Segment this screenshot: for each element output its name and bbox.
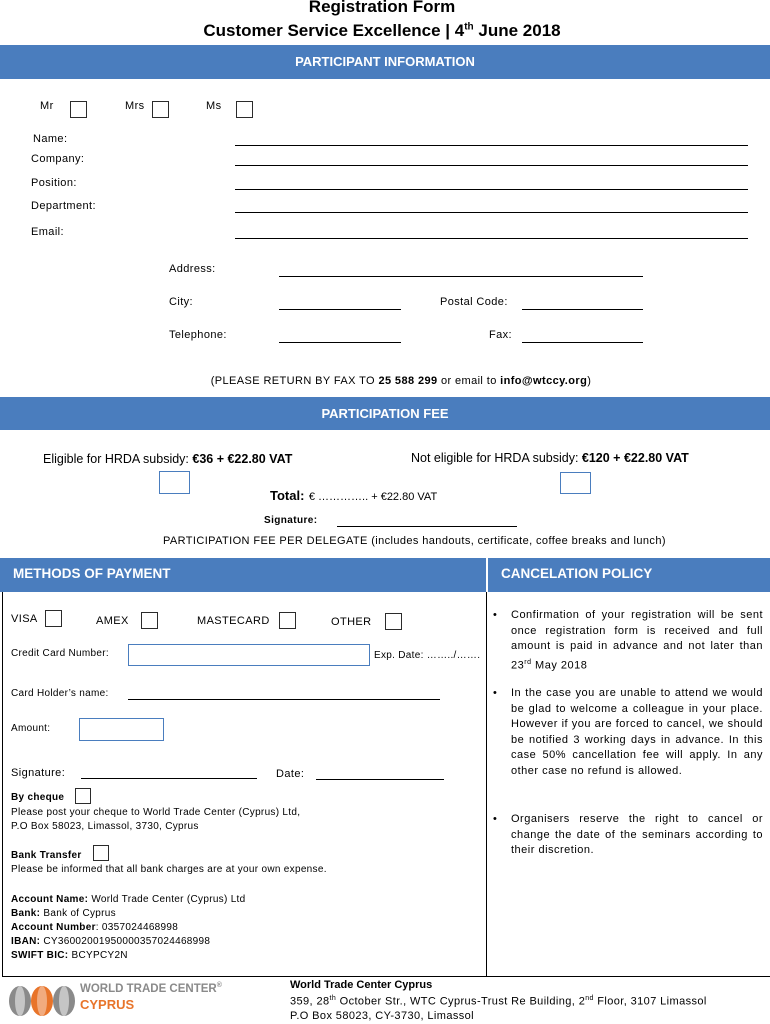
telephone-field[interactable] bbox=[279, 342, 401, 343]
iban-line bbox=[11, 936, 210, 947]
section-divider bbox=[486, 592, 487, 977]
city-label: City: bbox=[169, 296, 193, 308]
bank-name-value: Bank of Cyprus bbox=[40, 908, 116, 919]
bank-transfer-label: Bank Transfer bbox=[11, 850, 82, 861]
fee-signature-label: Signature: bbox=[264, 515, 318, 526]
exp-date-label[interactable]: Exp. Date: ……../……. bbox=[374, 650, 481, 661]
footer-org-name: World Trade Center Cyprus bbox=[290, 979, 433, 991]
account-name-label: Account Name: bbox=[11, 894, 89, 905]
mastercard-label: MASTECARD bbox=[197, 615, 270, 627]
visa-checkbox[interactable] bbox=[45, 610, 62, 627]
department-label: Department: bbox=[31, 200, 96, 212]
not-eligible-checkbox[interactable] bbox=[560, 472, 591, 494]
address-field[interactable] bbox=[279, 276, 643, 277]
form-subtitle bbox=[0, 21, 764, 41]
postal-code-field[interactable] bbox=[522, 309, 643, 310]
footer-address-city: Floor, 3107 Limassol bbox=[593, 995, 707, 1008]
account-name-value: World Trade Center (Cyprus) Ltd bbox=[88, 894, 246, 905]
credit-card-label: Credit Card Number: bbox=[11, 648, 109, 659]
return-fax-number: 25 588 299 bbox=[378, 375, 438, 387]
form-title: Registration Form bbox=[308, 0, 456, 16]
amex-label: AMEX bbox=[96, 615, 129, 627]
cancel-item-1-sup: rd bbox=[524, 658, 532, 666]
eligible-price: €36 + €22.80 VAT bbox=[192, 452, 293, 466]
wtc-logo bbox=[6, 978, 246, 1022]
not-eligible-text: Not eligible for HRDA subsidy: bbox=[411, 451, 582, 465]
footer-sup-2: nd bbox=[585, 995, 594, 1002]
cheque-text-1: Please post your cheque to World Trade Center (Cyprus) Ltd, bbox=[11, 807, 301, 818]
subtitle-sup: th bbox=[464, 21, 474, 33]
email-field[interactable] bbox=[235, 238, 748, 239]
cancel-item-1-text: Confirmation of your registration will be sent once registration form is received and full amount is paid in advance and not later than 23 bbox=[511, 609, 763, 672]
total-amount[interactable]: € ………….. + €22.80 VAT bbox=[308, 491, 438, 503]
payment-date-label: Date: bbox=[276, 768, 305, 780]
account-number-value: : 0357024468998 bbox=[95, 922, 179, 933]
other-checkbox[interactable] bbox=[385, 613, 402, 630]
footer-pobox: P.O Box 58023, CY-3730, Limassol bbox=[290, 1010, 475, 1022]
cheque-text-2: P.O Box 58023, Limassol, 3730, Cyprus bbox=[11, 821, 199, 832]
payment-date-field[interactable] bbox=[316, 779, 444, 780]
eligible-checkbox[interactable] bbox=[159, 471, 190, 494]
amount-label: Amount: bbox=[11, 723, 51, 734]
iban-value: CY36002001950000357024468998 bbox=[40, 936, 211, 947]
bank-name-line bbox=[11, 908, 116, 919]
account-number-line bbox=[11, 922, 178, 933]
postal-code-label: Postal Code: bbox=[440, 296, 508, 308]
subtitle-date: June 2018 bbox=[473, 21, 561, 40]
return-instructions bbox=[0, 375, 770, 387]
amount-input[interactable] bbox=[79, 718, 164, 741]
bullet-2: • bbox=[493, 687, 497, 699]
logo-line-2: CYPRUS bbox=[80, 997, 135, 1012]
footer-sup-1: th bbox=[329, 995, 337, 1002]
company-label: Company: bbox=[31, 153, 85, 165]
cheque-label: By cheque bbox=[11, 792, 65, 803]
title-mrs-label: Mrs bbox=[125, 100, 145, 112]
account-number-label: Account Number bbox=[11, 922, 96, 933]
name-label: Name: bbox=[33, 133, 68, 145]
bullet-3: • bbox=[493, 813, 497, 825]
email-label: Email: bbox=[31, 226, 64, 238]
name-field[interactable] bbox=[235, 145, 748, 146]
fax-field[interactable] bbox=[522, 342, 643, 343]
per-delegate-note: PARTICIPATION FEE PER DELEGATE (includes handouts, certificate, coffee breaks and lunch) bbox=[163, 535, 666, 547]
footer-address-building: October Str., WTC Cyprus-Trust Re Building, 2 bbox=[336, 995, 586, 1008]
mastercard-checkbox[interactable] bbox=[279, 612, 296, 629]
eligible-label bbox=[43, 452, 292, 466]
title-ms-label: Ms bbox=[206, 100, 222, 112]
cheque-checkbox[interactable] bbox=[75, 788, 91, 804]
cancel-item-1-date: May 2018 bbox=[531, 659, 588, 672]
fee-signature-field[interactable] bbox=[337, 526, 517, 527]
participation-fee-label: PARTICIPATION FEE bbox=[321, 406, 449, 421]
not-eligible-price: €120 + €22.80 VAT bbox=[581, 451, 689, 465]
iban-label: IBAN: bbox=[11, 936, 41, 947]
department-field[interactable] bbox=[235, 212, 748, 213]
cancel-item-organisers: Organisers reserve the right to cancel or change the date of the seminars according to their discretion. bbox=[511, 813, 763, 857]
payment-left-border bbox=[2, 592, 3, 977]
cancelation-policy-label: CANCELATION POLICY bbox=[501, 566, 653, 581]
return-mid: or email to bbox=[437, 375, 501, 387]
bullet-1: • bbox=[493, 609, 497, 621]
total-label: Total: bbox=[270, 488, 305, 503]
return-email[interactable]: info@wtccy.org bbox=[500, 375, 588, 387]
swift-label: SWIFT BIC: bbox=[11, 950, 69, 961]
title-mr-checkbox[interactable] bbox=[70, 101, 87, 118]
payment-signature-label: Signature: bbox=[11, 767, 66, 779]
logo-registered: ® bbox=[216, 982, 222, 989]
return-text: (PLEASE RETURN BY FAX TO bbox=[210, 375, 379, 387]
fax-label: Fax: bbox=[489, 329, 512, 341]
credit-card-input[interactable] bbox=[128, 644, 370, 666]
other-label: OTHER bbox=[331, 616, 372, 628]
section-bottom-border bbox=[2, 976, 770, 977]
visa-label: VISA bbox=[11, 613, 38, 625]
title-ms-checkbox[interactable] bbox=[236, 101, 253, 118]
swift-value: BCYPCY2N bbox=[68, 950, 128, 961]
telephone-label: Telephone: bbox=[169, 329, 227, 341]
footer-address bbox=[290, 995, 707, 1008]
footer-address-street: 359, 28 bbox=[290, 995, 330, 1008]
payment-methods-label: METHODS OF PAYMENT bbox=[13, 566, 171, 581]
position-label: Position: bbox=[31, 177, 77, 189]
account-name-line bbox=[11, 894, 246, 905]
position-field[interactable] bbox=[235, 189, 748, 190]
logo-name: WORLD TRADE CENTER bbox=[80, 982, 217, 995]
total-line bbox=[270, 487, 437, 505]
company-field[interactable] bbox=[235, 165, 748, 166]
card-holder-field[interactable] bbox=[128, 699, 440, 700]
cancel-item-confirmation bbox=[511, 608, 763, 674]
payment-signature-field[interactable] bbox=[81, 778, 257, 779]
card-holder-label: Card Holder’s name: bbox=[11, 688, 109, 699]
globe-logo-icon bbox=[6, 979, 78, 1021]
swift-line bbox=[11, 950, 128, 961]
amex-checkbox[interactable] bbox=[141, 612, 158, 629]
title-mrs-checkbox[interactable] bbox=[152, 101, 169, 118]
eligible-text: Eligible for HRDA subsidy: bbox=[43, 452, 193, 466]
city-field[interactable] bbox=[279, 309, 401, 310]
bank-transfer-checkbox[interactable] bbox=[93, 845, 109, 861]
participant-info-label: PARTICIPANT INFORMATION bbox=[295, 54, 475, 69]
not-eligible-label bbox=[411, 451, 689, 465]
bank-charges-note: Please be informed that all bank charges are at your own expense. bbox=[11, 864, 327, 875]
return-end: ) bbox=[587, 375, 592, 387]
address-label: Address: bbox=[169, 263, 216, 275]
logo-line-1 bbox=[80, 982, 222, 995]
title-mr-label: Mr bbox=[40, 100, 54, 112]
bank-name-label: Bank: bbox=[11, 908, 41, 919]
subtitle-text: Customer Service Excellence | 4 bbox=[203, 21, 465, 40]
cancel-item-substitution: In the case you are unable to attend we would be glad to welcome a colleague in your place. However if you are forced to cancel, we should be notified 3 working days in advance. In this case 50% cancellation fee will apply. In any other case no refund is allowed. bbox=[511, 687, 763, 777]
